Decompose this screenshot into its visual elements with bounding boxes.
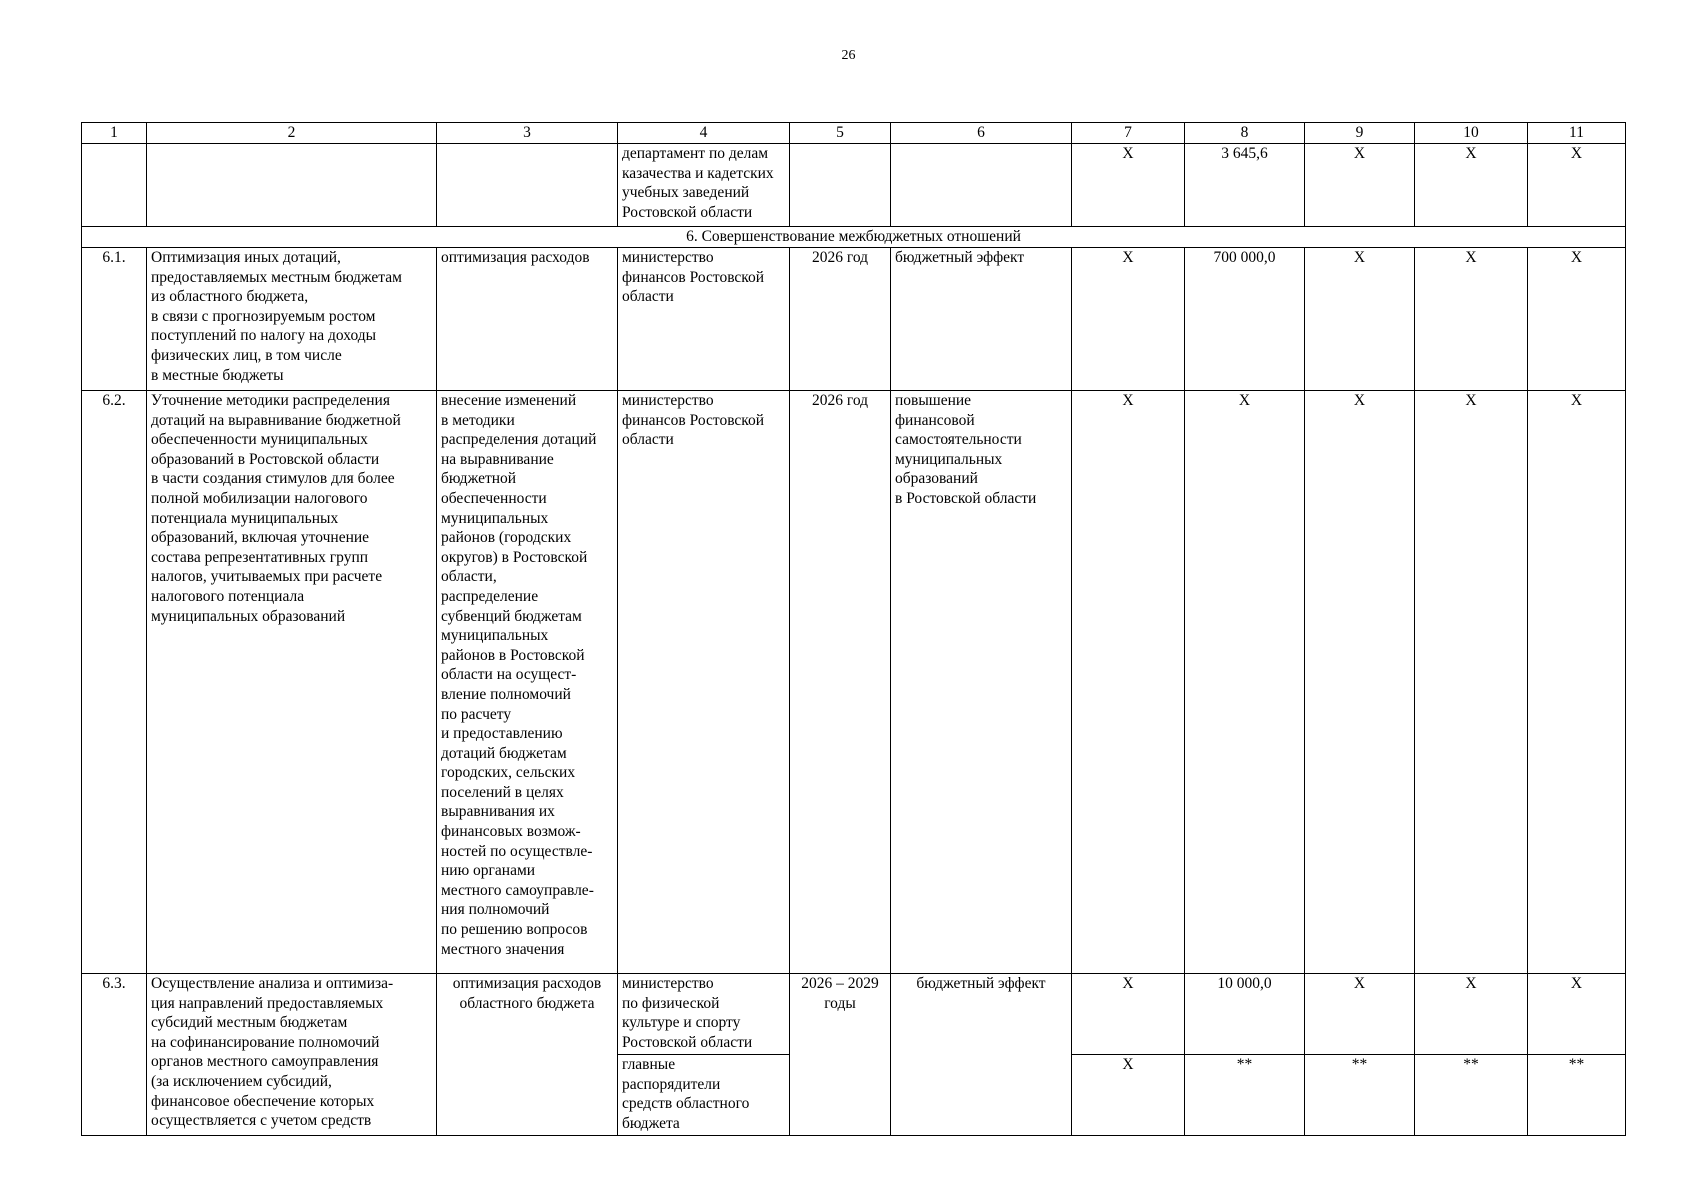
type-cell: оптимизация расходов областного бюджета xyxy=(437,974,618,1136)
continuation-row xyxy=(82,144,1626,227)
executor-cell: департамент по делам казачества и кадетских учебных заведений Ростовской области xyxy=(618,144,790,227)
empty-cell xyxy=(82,144,147,227)
table-row xyxy=(82,391,1626,974)
value-cell-9: ** xyxy=(1305,1055,1415,1136)
empty-cell xyxy=(790,144,891,227)
term-cell: 2026 – 2029 годы xyxy=(790,974,891,1136)
value-cell-11: ** xyxy=(1528,1055,1626,1136)
row-number: 6.2. xyxy=(82,391,147,974)
result-cell: бюджетный эффект xyxy=(891,248,1072,391)
value-cell-9: X xyxy=(1305,391,1415,974)
term-cell: 2026 год xyxy=(790,391,891,974)
row-number: 6.3. xyxy=(82,974,147,1136)
value-cell-8: 10 000,0 xyxy=(1185,974,1305,1055)
executor-cell: главные распорядители средств областного бюджета xyxy=(618,1055,790,1136)
table-row xyxy=(82,248,1626,391)
value-cell-10: X xyxy=(1415,248,1528,391)
value-cell-7: X xyxy=(1072,248,1185,391)
section-title: 6. Совершенствование межбюджетных отношений xyxy=(82,227,1626,248)
result-cell: бюджетный эффект xyxy=(891,974,1072,1136)
value-cell-8: X xyxy=(1185,391,1305,974)
col-num-3: 3 xyxy=(437,123,618,144)
value-cell-7: X xyxy=(1072,1055,1185,1136)
value-cell-8: 700 000,0 xyxy=(1185,248,1305,391)
value-cell-11: X xyxy=(1528,391,1626,974)
value-cell-9: X xyxy=(1305,144,1415,227)
value-cell-10: X xyxy=(1415,974,1528,1055)
col-num-8: 8 xyxy=(1185,123,1305,144)
executor-cell: министерство финансов Ростовской области xyxy=(618,391,790,974)
col-num-7: 7 xyxy=(1072,123,1185,144)
value-cell-11: X xyxy=(1528,974,1626,1055)
measure-cell: Осуществление анализа и оптимиза- ция направлений предоставляемых субсидий местным бюджетам на софинансирование полномочий органов местного самоуправления (за исключением субсидий, финансовое обеспечение которых осуществляется с учетом средств xyxy=(147,974,437,1136)
col-num-10: 10 xyxy=(1415,123,1528,144)
col-num-5: 5 xyxy=(790,123,891,144)
value-cell-7: X xyxy=(1072,974,1185,1055)
value-cell-8: ** xyxy=(1185,1055,1305,1136)
value-cell-10: X xyxy=(1415,144,1528,227)
value-cell-11: X xyxy=(1528,248,1626,391)
col-num-2: 2 xyxy=(147,123,437,144)
col-num-9: 9 xyxy=(1305,123,1415,144)
column-number-row xyxy=(82,123,1626,144)
executor-cell: министерство финансов Ростовской области xyxy=(618,248,790,391)
value-cell-11: X xyxy=(1528,144,1626,227)
empty-cell xyxy=(891,144,1072,227)
col-num-4: 4 xyxy=(618,123,790,144)
measures-table xyxy=(81,122,1626,1136)
value-cell-9: X xyxy=(1305,248,1415,391)
empty-cell xyxy=(147,144,437,227)
col-num-11: 11 xyxy=(1528,123,1626,144)
section-header-row xyxy=(82,227,1626,248)
value-cell-7: X xyxy=(1072,144,1185,227)
col-num-6: 6 xyxy=(891,123,1072,144)
row-number: 6.1. xyxy=(82,248,147,391)
value-cell-8: 3 645,6 xyxy=(1185,144,1305,227)
value-cell-10: ** xyxy=(1415,1055,1528,1136)
page-number: 26 xyxy=(841,48,856,63)
term-cell: 2026 год xyxy=(790,248,891,391)
result-cell: повышение финансовой самостоятельности муниципальных образований в Ростовской области xyxy=(891,391,1072,974)
type-cell: оптимизация расходов xyxy=(437,248,618,391)
value-cell-7: X xyxy=(1072,391,1185,974)
measure-cell: Уточнение методики распределения дотаций на выравнивание бюджетной обеспеченности муниципальных образований в Ростовской области в части создания стимулов для более полной мобилизации налогового потенциала муниципальных образований, включая уточнение состава репрезентативных групп налогов, учитываемых при расчете налогового потенциала муниципальных образований xyxy=(147,391,437,974)
empty-cell xyxy=(437,144,618,227)
executor-cell: министерство по физической культуре и спорту Ростовской области xyxy=(618,974,790,1055)
col-num-1: 1 xyxy=(82,123,147,144)
measure-cell: Оптимизация иных дотаций, предоставляемых местным бюджетам из областного бюджета, в связи с прогнозируемым ростом поступлений по налогу на доходы физических лиц, в том числе в местные бюджеты xyxy=(147,248,437,391)
value-cell-10: X xyxy=(1415,391,1528,974)
type-cell: внесение изменений в методики распределения дотаций на выравнивание бюджетной обеспеченности муниципальных районов (городских округов) в Ростовской области, распределение субвенций бюджетам муниципальных районов в Ростовской области на осущест- вление полномочий по расчету и предоставлению дотаций бюджетам городских, сельских поселений в целях выравнивания их финансовых возмож- ностей по осуществле- нию органами местного самоуправле- ния полномочий по решению вопросов местного значения xyxy=(437,391,618,974)
table-row xyxy=(82,974,1626,1055)
value-cell-9: X xyxy=(1305,974,1415,1055)
